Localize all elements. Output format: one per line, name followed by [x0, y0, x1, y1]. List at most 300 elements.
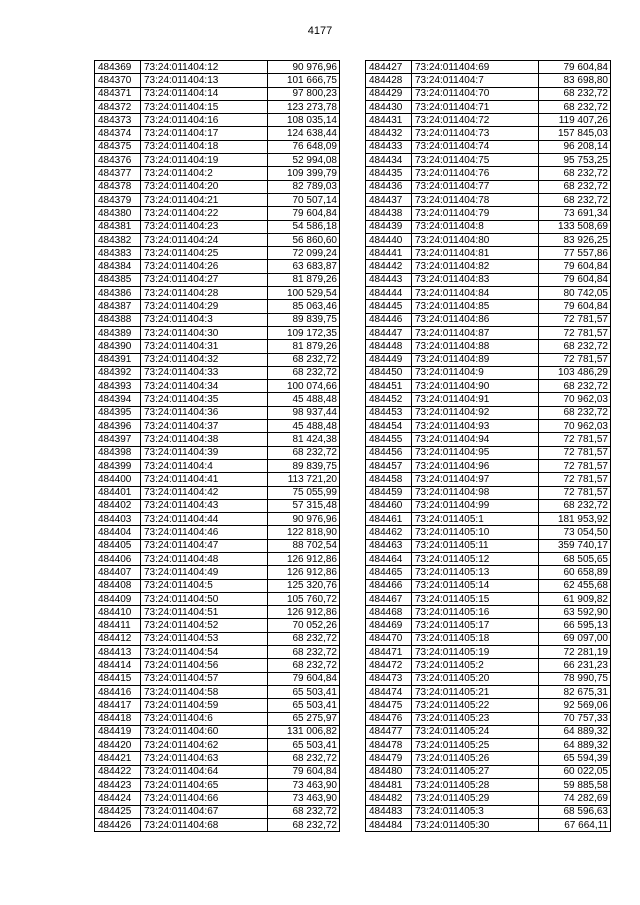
cadastral-number-cell: 73:24:011404:84: [412, 287, 539, 300]
table-row: [366, 699, 611, 712]
cadastral-value-cell: 72 281,19: [539, 646, 611, 659]
record-number-cell: 484410: [95, 606, 141, 619]
table-row: [95, 100, 340, 113]
record-number-cell: 484417: [95, 699, 141, 712]
record-number-cell: 484423: [95, 779, 141, 792]
cadastral-number-cell: 73:24:011404:22: [141, 207, 268, 220]
record-number-cell: 484478: [366, 739, 412, 752]
record-number-cell: 484484: [366, 818, 412, 831]
cadastral-value-cell: 45 488,48: [268, 420, 340, 433]
record-number-cell: 484379: [95, 193, 141, 206]
cadastral-value-cell: 96 208,14: [539, 140, 611, 153]
cadastral-number-cell: 73:24:011404:66: [141, 792, 268, 805]
cadastral-value-cell: 70 507,14: [268, 193, 340, 206]
cadastral-value-cell: 65 594,39: [539, 752, 611, 765]
cadastral-value-cell: 95 753,25: [539, 154, 611, 167]
table-row: [366, 366, 611, 379]
table-row: [95, 712, 340, 725]
cadastral-value-cell: 100 074,66: [268, 380, 340, 393]
cadastral-number-cell: 73:24:011404:21: [141, 193, 268, 206]
table-row: [366, 459, 611, 472]
cadastral-number-cell: 73:24:011404:62: [141, 739, 268, 752]
record-number-cell: 484418: [95, 712, 141, 725]
table-row: [95, 233, 340, 246]
cadastral-value-cell: 65 503,41: [268, 699, 340, 712]
cadastral-number-cell: 73:24:011404:58: [141, 685, 268, 698]
cadastral-value-cell: 68 232,72: [539, 380, 611, 393]
cadastral-value-cell: 123 273,78: [268, 100, 340, 113]
cadastral-number-cell: 73:24:011404:26: [141, 260, 268, 273]
table-row: [95, 287, 340, 300]
record-number-cell: 484380: [95, 207, 141, 220]
record-number-cell: 484434: [366, 154, 412, 167]
cadastral-value-cell: 79 604,84: [539, 61, 611, 74]
record-number-cell: 484389: [95, 326, 141, 339]
record-number-cell: 484411: [95, 619, 141, 632]
table-row: [366, 552, 611, 565]
cadastral-value-cell: 79 604,84: [268, 672, 340, 685]
table-row: [95, 326, 340, 339]
table-row: [95, 114, 340, 127]
cadastral-number-cell: 73:24:011405:17: [412, 619, 539, 632]
table-row: [366, 207, 611, 220]
cadastral-number-cell: 73:24:011404:98: [412, 486, 539, 499]
page-number: 4177: [307, 25, 333, 37]
record-number-cell: 484454: [366, 420, 412, 433]
record-number-cell: 484436: [366, 180, 412, 193]
cadastral-value-cell: 67 664,11: [539, 818, 611, 831]
table-row: [95, 313, 340, 326]
cadastral-number-cell: 73:24:011404:91: [412, 393, 539, 406]
table-row: [95, 672, 340, 685]
record-number-cell: 484419: [95, 725, 141, 738]
cadastral-number-cell: 73:24:011404:67: [141, 805, 268, 818]
cadastral-value-cell: 124 638,44: [268, 127, 340, 140]
cadastral-value-cell: 68 232,72: [539, 193, 611, 206]
record-number-cell: 484474: [366, 685, 412, 698]
record-number-cell: 484415: [95, 672, 141, 685]
table-row: [366, 473, 611, 486]
table-row: [366, 779, 611, 792]
table-row: [366, 393, 611, 406]
cadastral-number-cell: 73:24:011404:9: [412, 366, 539, 379]
record-number-cell: 484409: [95, 592, 141, 605]
cadastral-number-cell: 73:24:011405:23: [412, 712, 539, 725]
table-row: [366, 752, 611, 765]
table-row: [95, 579, 340, 592]
cadastral-number-cell: 73:24:011405:2: [412, 659, 539, 672]
record-number-cell: 484480: [366, 765, 412, 778]
cadastral-number-cell: 73:24:011405:15: [412, 592, 539, 605]
table-row: [95, 526, 340, 539]
table-row: [366, 300, 611, 313]
cadastral-number-cell: 73:24:011404:97: [412, 473, 539, 486]
record-number-cell: 484395: [95, 406, 141, 419]
cadastral-number-cell: 73:24:011405:12: [412, 552, 539, 565]
table-row: [366, 420, 611, 433]
cadastral-number-cell: 73:24:011404:69: [412, 61, 539, 74]
cadastral-value-cell: 69 097,00: [539, 632, 611, 645]
record-number-cell: 484470: [366, 632, 412, 645]
table-row: [366, 725, 611, 738]
cadastral-number-cell: 73:24:011404:5: [141, 579, 268, 592]
cadastral-number-cell: 73:24:011404:8: [412, 220, 539, 233]
cadastral-number-cell: 73:24:011404:35: [141, 393, 268, 406]
cadastral-value-cell: 72 099,24: [268, 247, 340, 260]
record-number-cell: 484412: [95, 632, 141, 645]
cadastral-value-cell: 65 275,97: [268, 712, 340, 725]
table-row: [366, 140, 611, 153]
record-number-cell: 484460: [366, 499, 412, 512]
record-number-cell: 484435: [366, 167, 412, 180]
table-row: [366, 792, 611, 805]
table-row: [366, 100, 611, 113]
cadastral-value-cell: 70 962,03: [539, 420, 611, 433]
table-row: [95, 127, 340, 140]
cadastral-value-cell: 105 760,72: [268, 592, 340, 605]
cadastral-value-cell: 75 055,99: [268, 486, 340, 499]
record-number-cell: 484456: [366, 446, 412, 459]
cadastral-number-cell: 73:24:011405:11: [412, 539, 539, 552]
cadastral-value-cell: 63 592,90: [539, 606, 611, 619]
table-row: [366, 154, 611, 167]
cadastral-number-cell: 73:24:011404:86: [412, 313, 539, 326]
table-row: [366, 433, 611, 446]
record-number-cell: 484422: [95, 765, 141, 778]
table-row: [366, 579, 611, 592]
cadastral-value-cell: 57 315,48: [268, 499, 340, 512]
cadastral-number-cell: 73:24:011405:29: [412, 792, 539, 805]
table-row: [95, 180, 340, 193]
cadastral-number-cell: 73:24:011404:82: [412, 260, 539, 273]
cadastral-value-cell: 68 232,72: [268, 805, 340, 818]
cadastral-value-cell: 68 232,72: [268, 632, 340, 645]
cadastral-number-cell: 73:24:011404:2: [141, 167, 268, 180]
record-number-cell: 484405: [95, 539, 141, 552]
table-row: [366, 646, 611, 659]
table-row: [95, 380, 340, 393]
cadastral-number-cell: 73:24:011404:81: [412, 247, 539, 260]
record-number-cell: 484421: [95, 752, 141, 765]
cadastral-number-cell: 73:24:011404:80: [412, 233, 539, 246]
cadastral-value-cell: 70 962,03: [539, 393, 611, 406]
cadastral-value-cell: 73 463,90: [268, 792, 340, 805]
record-number-cell: 484463: [366, 539, 412, 552]
cadastral-value-cell: 79 604,84: [539, 273, 611, 286]
cadastral-number-cell: 73:24:011404:95: [412, 446, 539, 459]
cadastral-value-cell: 60 658,89: [539, 566, 611, 579]
cadastral-number-cell: 73:24:011404:50: [141, 592, 268, 605]
record-number-cell: 484414: [95, 659, 141, 672]
cadastral-value-cell: 68 232,72: [268, 353, 340, 366]
cadastral-number-cell: 73:24:011405:22: [412, 699, 539, 712]
cadastral-number-cell: 73:24:011404:78: [412, 193, 539, 206]
cadastral-value-cell: 126 912,86: [268, 552, 340, 565]
cadastral-number-cell: 73:24:011404:14: [141, 87, 268, 100]
cadastral-value-cell: 72 781,57: [539, 459, 611, 472]
record-number-cell: 484413: [95, 646, 141, 659]
cadastral-value-cell: 79 604,84: [268, 765, 340, 778]
cadastral-number-cell: 73:24:011405:10: [412, 526, 539, 539]
table-row: [95, 300, 340, 313]
table-row: [95, 154, 340, 167]
table-row: [95, 167, 340, 180]
cadastral-value-cell: 131 006,82: [268, 725, 340, 738]
cadastral-number-cell: 73:24:011404:88: [412, 340, 539, 353]
cadastral-number-cell: 73:24:011404:7: [412, 74, 539, 87]
record-number-cell: 484483: [366, 805, 412, 818]
cadastral-value-cell: 126 912,86: [268, 606, 340, 619]
cadastral-value-cell: 92 569,06: [539, 699, 611, 712]
cadastral-number-cell: 73:24:011404:71: [412, 100, 539, 113]
record-number-cell: 484377: [95, 167, 141, 180]
table-row: [366, 805, 611, 818]
cadastral-number-cell: 73:24:011404:13: [141, 74, 268, 87]
cadastral-value-cell: 79 604,84: [539, 300, 611, 313]
cadastral-value-cell: 64 889,32: [539, 739, 611, 752]
table-row: [366, 167, 611, 180]
table-row: [366, 659, 611, 672]
cadastral-number-cell: 73:24:011404:37: [141, 420, 268, 433]
record-number-cell: 484471: [366, 646, 412, 659]
record-number-cell: 484439: [366, 220, 412, 233]
record-number-cell: 484473: [366, 672, 412, 685]
cadastral-value-cell: 109 172,35: [268, 326, 340, 339]
table-row: [95, 406, 340, 419]
record-number-cell: 484373: [95, 114, 141, 127]
cadastral-table-right: [365, 60, 611, 832]
cadastral-value-cell: 89 839,75: [268, 313, 340, 326]
cadastral-number-cell: 73:24:011404:85: [412, 300, 539, 313]
record-number-cell: 484433: [366, 140, 412, 153]
record-number-cell: 484392: [95, 366, 141, 379]
table-row: [95, 739, 340, 752]
cadastral-value-cell: 68 232,72: [268, 646, 340, 659]
cadastral-number-cell: 73:24:011405:3: [412, 805, 539, 818]
cadastral-value-cell: 90 976,96: [268, 513, 340, 526]
record-number-cell: 484446: [366, 313, 412, 326]
cadastral-number-cell: 73:24:011404:4: [141, 459, 268, 472]
cadastral-value-cell: 70 052,26: [268, 619, 340, 632]
table-row: [366, 566, 611, 579]
record-number-cell: 484440: [366, 233, 412, 246]
cadastral-number-cell: 73:24:011404:3: [141, 313, 268, 326]
cadastral-value-cell: 68 505,65: [539, 552, 611, 565]
table-row: [95, 353, 340, 366]
cadastral-number-cell: 73:24:011404:92: [412, 406, 539, 419]
table-row: [95, 366, 340, 379]
table-row: [366, 193, 611, 206]
table-row: [95, 539, 340, 552]
cadastral-number-cell: 73:24:011404:48: [141, 552, 268, 565]
cadastral-value-cell: 126 912,86: [268, 566, 340, 579]
cadastral-number-cell: 73:24:011404:64: [141, 765, 268, 778]
cadastral-number-cell: 73:24:011404:99: [412, 499, 539, 512]
table-row: [95, 499, 340, 512]
cadastral-value-cell: 98 937,44: [268, 406, 340, 419]
table-row: [366, 260, 611, 273]
cadastral-value-cell: 45 488,48: [268, 393, 340, 406]
cadastral-number-cell: 73:24:011404:54: [141, 646, 268, 659]
cadastral-value-cell: 68 232,72: [539, 499, 611, 512]
table-row: [95, 685, 340, 698]
table-row: [95, 446, 340, 459]
cadastral-value-cell: 101 666,75: [268, 74, 340, 87]
cadastral-number-cell: 73:24:011404:20: [141, 180, 268, 193]
cadastral-value-cell: 73 691,34: [539, 207, 611, 220]
table-row: [366, 233, 611, 246]
cadastral-value-cell: 113 721,20: [268, 473, 340, 486]
cadastral-number-cell: 73:24:011405:25: [412, 739, 539, 752]
record-number-cell: 484427: [366, 61, 412, 74]
cadastral-value-cell: 68 232,72: [268, 366, 340, 379]
cadastral-number-cell: 73:24:011404:36: [141, 406, 268, 419]
cadastral-value-cell: 119 407,26: [539, 114, 611, 127]
record-number-cell: 484453: [366, 406, 412, 419]
cadastral-number-cell: 73:24:011405:13: [412, 566, 539, 579]
table-row: [95, 260, 340, 273]
record-number-cell: 484424: [95, 792, 141, 805]
table-row: [366, 499, 611, 512]
record-number-cell: 484385: [95, 273, 141, 286]
table-row: [95, 74, 340, 87]
cadastral-value-cell: 68 232,72: [268, 818, 340, 831]
record-number-cell: 484459: [366, 486, 412, 499]
cadastral-number-cell: 73:24:011404:65: [141, 779, 268, 792]
cadastral-value-cell: 90 976,96: [268, 61, 340, 74]
cadastral-number-cell: 73:24:011404:33: [141, 366, 268, 379]
cadastral-number-cell: 73:24:011404:68: [141, 818, 268, 831]
record-number-cell: 484467: [366, 592, 412, 605]
cadastral-number-cell: 73:24:011404:63: [141, 752, 268, 765]
record-number-cell: 484390: [95, 340, 141, 353]
record-number-cell: 484441: [366, 247, 412, 260]
record-number-cell: 484388: [95, 313, 141, 326]
cadastral-number-cell: 73:24:011404:6: [141, 712, 268, 725]
cadastral-number-cell: 73:24:011404:72: [412, 114, 539, 127]
cadastral-value-cell: 125 320,76: [268, 579, 340, 592]
cadastral-number-cell: 73:24:011404:28: [141, 287, 268, 300]
cadastral-number-cell: 73:24:011404:34: [141, 380, 268, 393]
cadastral-value-cell: 68 232,72: [539, 180, 611, 193]
record-number-cell: 484420: [95, 739, 141, 752]
table-row: [366, 273, 611, 286]
cadastral-value-cell: 81 879,26: [268, 340, 340, 353]
cadastral-number-cell: 73:24:011405:20: [412, 672, 539, 685]
table-row: [95, 779, 340, 792]
record-number-cell: 484472: [366, 659, 412, 672]
cadastral-value-cell: 54 586,18: [268, 220, 340, 233]
cadastral-number-cell: 73:24:011404:79: [412, 207, 539, 220]
record-number-cell: 484455: [366, 433, 412, 446]
record-number-cell: 484461: [366, 513, 412, 526]
cadastral-number-cell: 73:24:011404:93: [412, 420, 539, 433]
cadastral-number-cell: 73:24:011405:26: [412, 752, 539, 765]
record-number-cell: 484479: [366, 752, 412, 765]
table-row: [95, 273, 340, 286]
table-body-left: [95, 61, 340, 832]
record-number-cell: 484387: [95, 300, 141, 313]
table-row: [95, 725, 340, 738]
table-row: [95, 606, 340, 619]
cadastral-number-cell: 73:24:011404:19: [141, 154, 268, 167]
record-number-cell: 484432: [366, 127, 412, 140]
cadastral-value-cell: 100 529,54: [268, 287, 340, 300]
table-row: [366, 513, 611, 526]
cadastral-number-cell: 73:24:011404:15: [141, 100, 268, 113]
cadastral-number-cell: 73:24:011405:28: [412, 779, 539, 792]
table-row: [95, 566, 340, 579]
cadastral-value-cell: 62 455,68: [539, 579, 611, 592]
cadastral-number-cell: 73:24:011404:47: [141, 539, 268, 552]
cadastral-value-cell: 72 781,57: [539, 313, 611, 326]
cadastral-value-cell: 59 885,58: [539, 779, 611, 792]
table-row: [95, 220, 340, 233]
cadastral-value-cell: 76 648,09: [268, 140, 340, 153]
table-row: [95, 699, 340, 712]
cadastral-value-cell: 72 781,57: [539, 473, 611, 486]
record-number-cell: 484465: [366, 566, 412, 579]
cadastral-value-cell: 97 800,23: [268, 87, 340, 100]
record-number-cell: 484374: [95, 127, 141, 140]
record-number-cell: 484444: [366, 287, 412, 300]
table-row: [366, 632, 611, 645]
record-number-cell: 484403: [95, 513, 141, 526]
record-number-cell: 484404: [95, 526, 141, 539]
cadastral-value-cell: 81 424,38: [268, 433, 340, 446]
record-number-cell: 484447: [366, 326, 412, 339]
cadastral-value-cell: 73 463,90: [268, 779, 340, 792]
table-row: [95, 592, 340, 605]
cadastral-number-cell: 73:24:011404:59: [141, 699, 268, 712]
table-row: [95, 473, 340, 486]
record-number-cell: 484451: [366, 380, 412, 393]
cadastral-number-cell: 73:24:011404:87: [412, 326, 539, 339]
record-number-cell: 484416: [95, 685, 141, 698]
table-row: [366, 74, 611, 87]
cadastral-number-cell: 73:24:011404:41: [141, 473, 268, 486]
cadastral-value-cell: 83 698,80: [539, 74, 611, 87]
cadastral-value-cell: 83 926,25: [539, 233, 611, 246]
record-number-cell: 484400: [95, 473, 141, 486]
cadastral-value-cell: 82 675,31: [539, 685, 611, 698]
cadastral-value-cell: 56 860,60: [268, 233, 340, 246]
record-number-cell: 484430: [366, 100, 412, 113]
record-number-cell: 484393: [95, 380, 141, 393]
table-row: [366, 739, 611, 752]
record-number-cell: 484442: [366, 260, 412, 273]
table-row: [366, 313, 611, 326]
table-row: [95, 513, 340, 526]
cadastral-value-cell: 68 232,72: [539, 100, 611, 113]
table-row: [95, 765, 340, 778]
cadastral-number-cell: 73:24:011404:60: [141, 725, 268, 738]
record-number-cell: 484476: [366, 712, 412, 725]
cadastral-value-cell: 66 595,13: [539, 619, 611, 632]
table-row: [95, 752, 340, 765]
cadastral-value-cell: 68 232,72: [268, 659, 340, 672]
cadastral-number-cell: 73:24:011404:25: [141, 247, 268, 260]
record-number-cell: 484383: [95, 247, 141, 260]
cadastral-value-cell: 80 742,05: [539, 287, 611, 300]
cadastral-value-cell: 108 035,14: [268, 114, 340, 127]
cadastral-value-cell: 79 604,84: [539, 260, 611, 273]
cadastral-number-cell: 73:24:011404:32: [141, 353, 268, 366]
table-row: [366, 619, 611, 632]
table-row: [366, 446, 611, 459]
cadastral-number-cell: 73:24:011404:49: [141, 566, 268, 579]
cadastral-number-cell: 73:24:011404:44: [141, 513, 268, 526]
